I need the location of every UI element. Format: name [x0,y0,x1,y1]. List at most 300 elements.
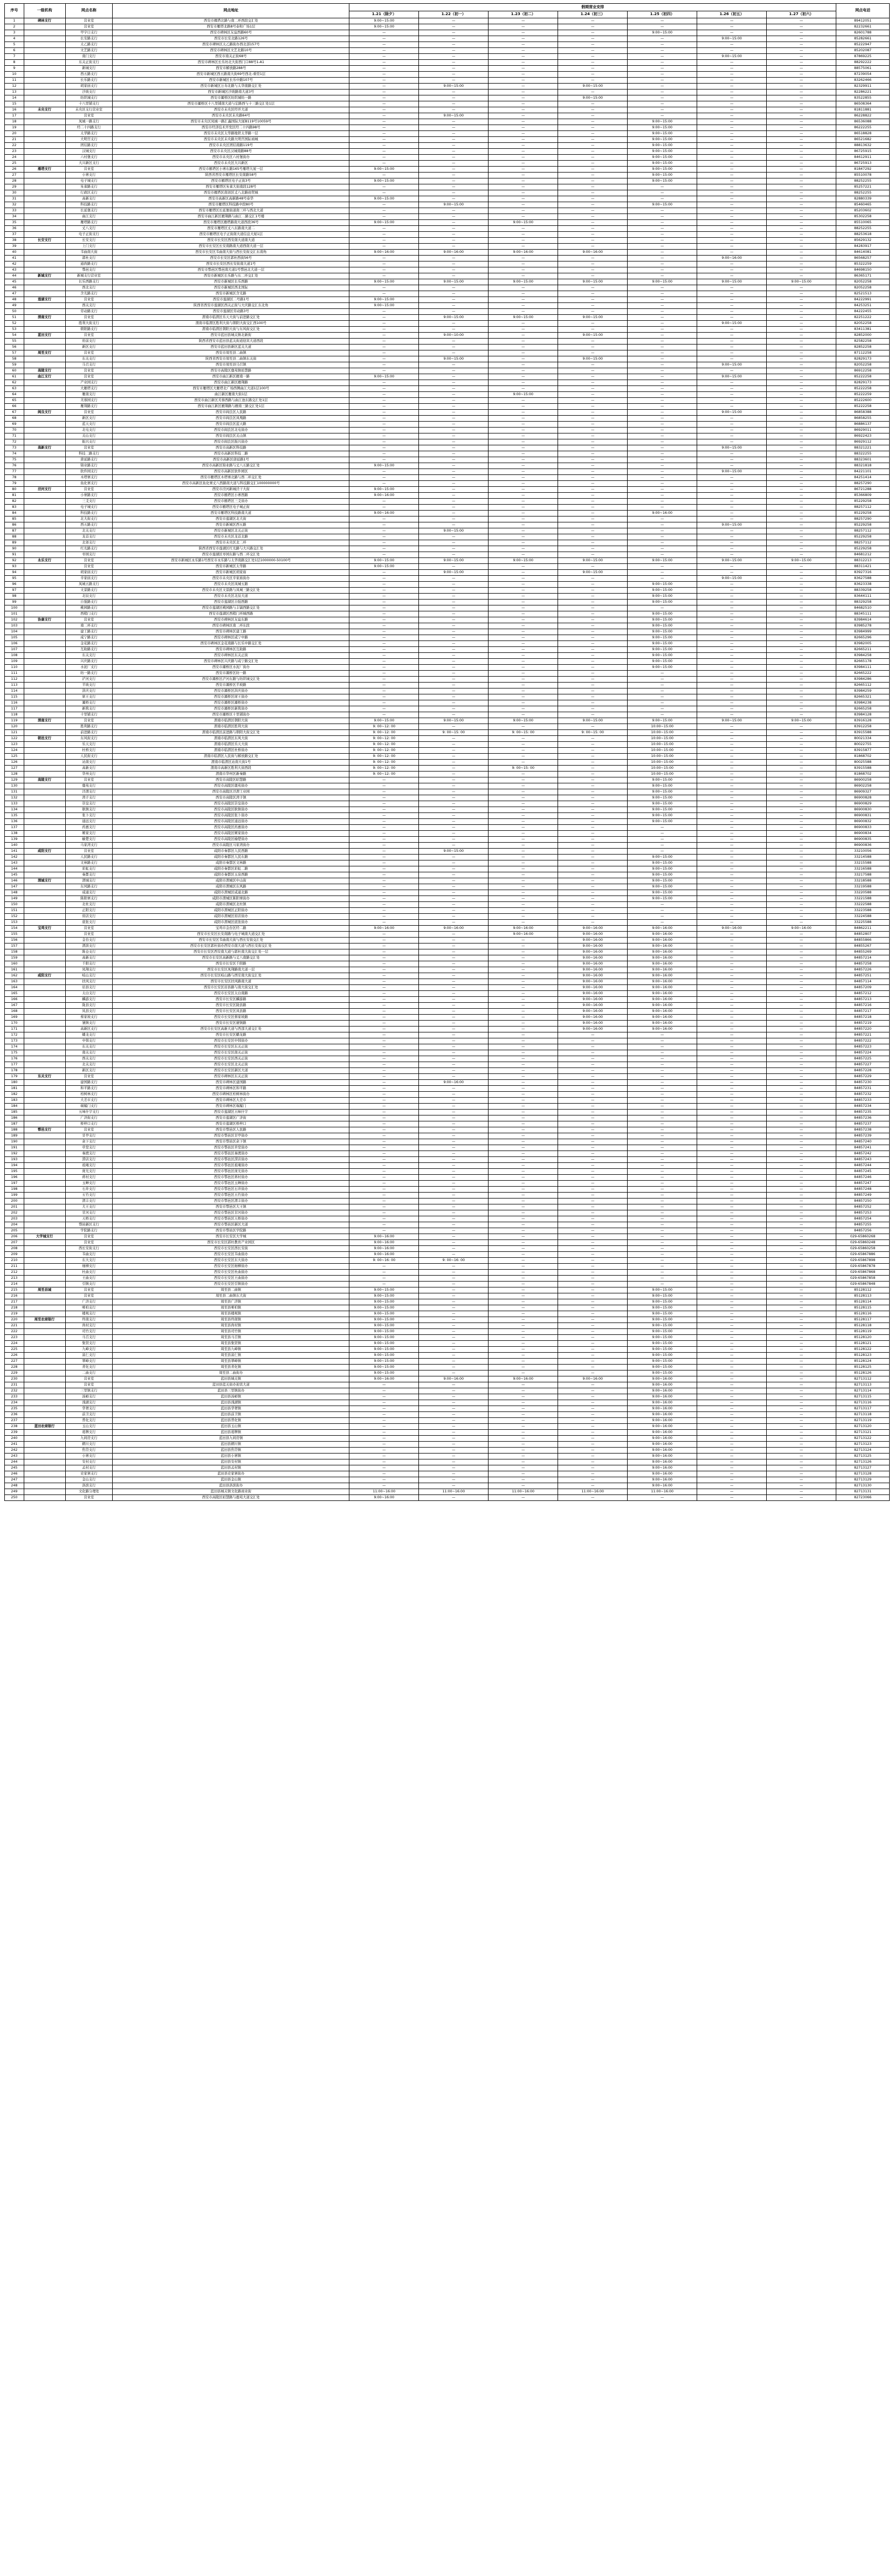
row-branch [24,1038,65,1044]
row-seq: 191 [5,1145,24,1151]
row-day-2: — [489,1246,558,1252]
row-day-5: — [697,1382,767,1388]
row-day-4: — [628,677,697,683]
row-address: 西安市蓝田县新区蓝关大道 [113,345,349,350]
row-day-5: — [697,1032,767,1038]
row-seq: 101 [5,611,24,617]
row-day-0: — [349,1388,419,1394]
row-day-4: 9:00~16:00 [628,1388,697,1394]
row-day-2: — [489,855,558,860]
row-seq: 103 [5,623,24,629]
row-day-3: — [558,410,628,416]
row-day-1: — [419,813,489,819]
row-branch [24,795,65,801]
row-branch [24,540,65,546]
header-day-5: 1.26（初五） [697,11,767,18]
row-tel: 82713122 [836,1436,890,1442]
row-day-6: — [767,849,836,855]
table-row [5,1459,890,1465]
row-seq: 143 [5,860,24,866]
row-address: 渭南市高新区胜利大街西段 [113,766,349,772]
row-day-5: — [697,1151,767,1157]
row-day-0: — [349,1465,419,1471]
row-address: 西安市长安区西长安街 [113,1246,349,1252]
row-name: 三爻支行 [65,499,113,505]
table-row [5,422,890,428]
row-day-2: — [489,356,558,362]
row-day-6: — [767,487,836,493]
row-day-4: — [628,1199,697,1204]
row-day-1: — [419,428,489,433]
row-tel: 84857214 [836,955,890,961]
row-day-1: — [419,1341,489,1347]
row-tel: 86909327 [836,789,890,795]
row-seq: 75 [5,457,24,463]
row-name: 营业室 [65,297,113,303]
row-address: 西安市莲湖区广济街 [113,1115,349,1121]
row-day-5: — [697,534,767,540]
row-day-4: 9:00~15:00 [628,588,697,594]
row-tel: 84855267 [836,943,890,949]
row-day-3: — [558,30,628,36]
row-day-2: — [489,178,558,184]
row-tel: 84253251 [836,303,890,309]
row-day-0: — [349,95,419,101]
row-day-3: — [558,1365,628,1370]
row-day-2: — [489,445,558,451]
row-seq: 220 [5,1317,24,1323]
row-branch [24,1009,65,1015]
row-day-6: — [767,1471,836,1477]
row-seq: 141 [5,849,24,855]
row-day-6: — [767,1376,836,1382]
row-day-2: — [489,671,558,677]
row-seq: 146 [5,878,24,884]
row-day-5: — [697,368,767,374]
row-day-0: — [349,66,419,72]
row-day-2: — [489,433,558,439]
row-day-4: 9:00~16:00 [628,1021,697,1027]
row-day-4: 9:00~15:00 [628,30,697,36]
row-branch [24,60,65,66]
table-row [5,1110,890,1115]
row-day-2: — [489,422,558,428]
row-day-2: — [489,327,558,333]
row-name: 富仁支行 [65,1353,113,1359]
table-row [5,843,890,849]
row-day-4: 9:00~15:00 [628,167,697,173]
row-day-1: — [419,688,489,694]
row-day-5: — [697,1015,767,1021]
row-seq: 23 [5,149,24,155]
row-day-3: — [558,789,628,795]
row-branch [24,1305,65,1311]
row-day-4: 9:00~16:00 [628,1412,697,1418]
row-day-2: — [489,285,558,291]
row-day-6: — [767,202,836,208]
row-tel: 84857216 [836,1003,890,1009]
row-day-4: — [628,920,697,926]
row-branch [24,605,65,611]
row-tel: 86902258 [836,783,890,789]
row-day-4: 9:00~15:00 [628,641,697,647]
row-name: 凤翔支行 [65,967,113,973]
row-day-1: — [419,807,489,813]
row-day-6: — [767,273,836,279]
row-branch [24,95,65,101]
row-day-3: — [558,1347,628,1353]
row-branch [24,101,65,107]
row-day-4: — [628,706,697,712]
row-branch [24,392,65,398]
row-day-0: 9:00~15:00 [349,1311,419,1317]
row-day-6: — [767,1382,836,1388]
row-day-2: — [489,202,558,208]
table-row [5,178,890,184]
row-seq: 52 [5,321,24,327]
row-day-2: — [489,540,558,546]
row-day-0: — [349,362,419,368]
row-branch [24,1418,65,1424]
row-name: 桥梓口支行 [65,1121,113,1127]
row-day-2: — [489,1074,558,1080]
row-address: 西安市莲湖区五味什字 [113,1110,349,1115]
row-day-6: — [767,350,836,356]
row-day-4: — [628,184,697,190]
row-tel: 82713117 [836,1406,890,1412]
row-day-5: — [697,1003,767,1009]
row-day-5: — [697,1418,767,1424]
row-day-1: — [419,309,489,315]
row-day-4: 9:00~15:00 [628,623,697,629]
row-day-2: — [489,1009,558,1015]
row-address: 西安市碑林区和平路 [113,1086,349,1092]
row-day-0: — [349,605,419,611]
row-day-5: — [697,511,767,516]
row-branch [24,730,65,736]
row-day-5: — [697,849,767,855]
row-seq: 150 [5,902,24,908]
row-address: 周至县九峰镇 [113,1347,349,1353]
row-day-1: — [419,629,489,635]
row-day-4: 9:00~16:00 [628,932,697,938]
row-day-0: — [349,837,419,843]
row-day-2: — [489,1299,558,1305]
row-branch [24,327,65,333]
row-day-3: — [558,380,628,386]
table-row [5,279,890,285]
row-name: 营业室 [65,315,113,321]
row-day-2: — [489,30,558,36]
table-row [5,558,890,564]
row-day-1: — [419,1092,489,1098]
row-name: 营业室 [65,374,113,380]
row-branch [24,244,65,250]
row-day-5: — [697,72,767,78]
row-day-0: — [349,961,419,967]
row-address: 西安市灞桥区纺织城纺一路 [113,95,349,101]
row-day-5: — [697,890,767,896]
row-address: 西安市长安区西安南大道南大道 [113,238,349,244]
row-branch [24,1412,65,1418]
row-day-3: — [558,1121,628,1127]
row-name: 东关支行 [65,1044,113,1050]
row-tel: 84857254 [836,1216,890,1222]
row-day-0: — [349,321,419,327]
table-row [5,1027,890,1032]
row-address: 渭南市临渭区杜桥街办 [113,748,349,754]
row-day-1: — [419,843,489,849]
row-day-4: 9:00~16:00 [628,943,697,949]
row-branch [24,422,65,428]
row-day-2: — [489,1062,558,1068]
row-name: 涝店支行 [65,1157,113,1163]
row-day-2: — [489,1003,558,1009]
row-day-1: — [419,914,489,920]
row-address: 蓝田县三里镇街办 [113,1388,349,1394]
row-tel: 86725913 [836,161,890,167]
row-address: 西安市高陵区鹿苑镇昭慧路 [113,368,349,374]
row-day-0: — [349,991,419,997]
row-tel: 86900835 [836,837,890,843]
row-address: 陕西省西安市蓝田县蓝关街道迎宾大道西段 [113,339,349,345]
row-address: 咸阳市秦都区文林路 [113,860,349,866]
row-day-1: — [419,48,489,54]
row-day-6: — [767,825,836,831]
row-day-6: — [767,143,836,149]
row-day-6: — [767,920,836,926]
row-name: 营业室 [65,1074,113,1080]
row-day-3: — [558,594,628,600]
row-day-0: 9: 00~12: 00 [349,772,419,777]
row-day-5: — [697,807,767,813]
row-day-6: — [767,653,836,659]
row-day-1: — [419,1299,489,1305]
row-day-3: — [558,849,628,855]
row-day-1: — [419,1068,489,1074]
row-day-1: — [419,967,489,973]
row-day-6: — [767,505,836,511]
row-day-0: — [349,1471,419,1477]
row-name: 劳动路支行 [65,309,113,315]
row-day-1: — [419,1169,489,1175]
row-name: 太乙路支行 [65,42,113,48]
table-row [5,629,890,635]
row-branch [24,48,65,54]
row-address: 西安市鄠邑区新区大道 [113,1222,349,1228]
row-day-5: — [697,1329,767,1335]
row-day-3: 9:00~16:00 [558,961,628,967]
row-day-4: — [628,528,697,534]
row-day-4: — [628,457,697,463]
row-day-6: — [767,1323,836,1329]
row-day-3: — [558,777,628,783]
row-day-3: — [558,208,628,214]
row-day-0: 9: 00~12: 00 [349,760,419,766]
row-day-0: — [349,1021,419,1027]
row-seq: 61 [5,374,24,380]
row-day-2: 9:00~15:00 [489,279,558,285]
row-tel: 86912258 [836,368,890,374]
table-row [5,511,890,516]
row-branch [24,914,65,920]
table-row [5,226,890,232]
row-day-4: — [628,48,697,54]
row-day-2: — [489,813,558,819]
row-day-5: — [697,428,767,433]
row-day-0: — [349,161,419,167]
row-day-0: — [349,1477,419,1483]
row-address: 西安市高陵区耿镇街办 [113,807,349,813]
row-seq: 96 [5,582,24,588]
row-day-0: — [349,226,419,232]
row-day-4: — [628,261,697,267]
row-day-6: — [767,244,836,250]
row-day-1: — [419,641,489,647]
row-name: 庞光支行 [65,1169,113,1175]
row-day-1: — [419,831,489,837]
row-day-0: 9:00~15:00 [349,1305,419,1311]
table-row [5,623,890,629]
row-day-5: — [697,1287,767,1293]
row-day-4: 9:00~15:00 [628,1323,697,1329]
row-address: 西安市高陵区鹿苑街办 [113,783,349,789]
row-address: 西安市长安区扶风路南大道 [113,979,349,985]
row-tel: 84857248 [836,1187,890,1193]
row-day-1: — [419,1181,489,1187]
row-day-6: — [767,1068,836,1074]
row-day-6: — [767,973,836,979]
row-day-2: 9:00~15:00 [489,220,558,226]
row-day-1: — [419,1056,489,1062]
row-seq: 93 [5,564,24,570]
row-day-0: — [349,860,419,866]
row-day-4: 10:00~15:00 [628,760,697,766]
row-branch [24,813,65,819]
row-day-0: — [349,60,419,66]
row-day-2: — [489,997,558,1003]
row-day-5: — [697,1477,767,1483]
row-day-2: — [489,920,558,926]
row-name: 楼观支行 [65,1311,113,1317]
table-row [5,997,890,1003]
row-day-1: — [419,261,489,267]
row-day-5: — [697,1400,767,1406]
table-row [5,1080,890,1086]
row-seq: 218 [5,1305,24,1311]
row-day-2: — [489,60,558,66]
row-day-6: — [767,1400,836,1406]
row-branch [24,1370,65,1376]
row-day-6: — [767,1228,836,1234]
row-address: 西安市长安区东关正街 [113,1044,349,1050]
row-branch [24,1151,65,1157]
row-day-4: — [628,398,697,404]
row-day-1: — [419,36,489,42]
row-seq: 221 [5,1323,24,1329]
row-tel: 84857256 [836,1228,890,1234]
row-branch [24,499,65,505]
row-address: 渭南市临渭区乐天大街与前进路交汇处 [113,315,349,321]
row-day-0: — [349,540,419,546]
row-seq: 22 [5,143,24,149]
row-name: 史家寨支行 [65,1471,113,1477]
table-row [5,1121,890,1127]
row-day-4: 9:00~15:00 [628,635,697,641]
row-day-3: — [558,1495,628,1501]
row-seq: 198 [5,1187,24,1193]
row-day-4: — [628,914,697,920]
row-day-6: — [767,1204,836,1210]
row-day-0: — [349,641,419,647]
row-day-4: — [628,1258,697,1264]
row-name: 营业室 [65,1240,113,1246]
row-day-1: — [419,1175,489,1181]
row-day-1: — [419,683,489,688]
row-address: 西安市南关正街68号 [113,54,349,60]
row-name: 科技路支行 [65,511,113,516]
row-branch [24,451,65,457]
row-seq: 135 [5,813,24,819]
row-name: 灞桥支行 [65,700,113,706]
row-day-0: 9:00~16:00 [349,1240,419,1246]
table-row [5,333,890,339]
row-day-0: — [349,1104,419,1110]
table-row [5,167,890,173]
row-day-0: — [349,1222,419,1228]
row-tel: 33221588 [836,896,890,902]
row-address: 西安市未央区北二环 [113,540,349,546]
row-day-2: — [489,1406,558,1412]
row-day-5: — [697,1347,767,1353]
table-row [5,1376,890,1382]
row-day-4: — [628,837,697,843]
row-tel: 82713128 [836,1471,890,1477]
row-day-6: — [767,445,836,451]
row-day-2: — [489,825,558,831]
row-tel: 84857251 [836,973,890,979]
row-seq: 118 [5,712,24,718]
row-tel: 80021334 [836,736,890,742]
row-day-5: — [697,659,767,665]
row-address: 西安市长安区郭杜街办西安市南大道与西长安街交汇处 [113,943,349,949]
row-day-2: — [489,985,558,991]
row-day-0: — [349,149,419,155]
row-day-5: — [697,902,767,908]
row-day-1: — [419,908,489,914]
row-tel: 86900828 [836,795,890,801]
row-day-5: 9:00~15:00 [697,718,767,724]
row-branch [24,463,65,469]
row-seq: 120 [5,724,24,730]
row-day-5: — [697,611,767,617]
row-day-3: — [558,303,628,309]
row-tel: 86725915 [836,149,890,155]
row-day-5: — [697,1074,767,1080]
row-name: 府前支行 [65,339,113,345]
row-seq: 216 [5,1293,24,1299]
row-day-2: — [489,659,558,665]
table-row [5,309,890,315]
row-seq: 15 [5,101,24,107]
row-day-1: — [419,783,489,789]
row-day-3: — [558,700,628,706]
row-day-3: 9:00~16:00 [558,1009,628,1015]
row-day-0: — [349,416,419,422]
row-address: 西安市雁塔北路与南二环西段交汇处 [113,18,349,24]
row-branch [24,356,65,362]
row-day-4: 9:00~15:00 [628,149,697,155]
